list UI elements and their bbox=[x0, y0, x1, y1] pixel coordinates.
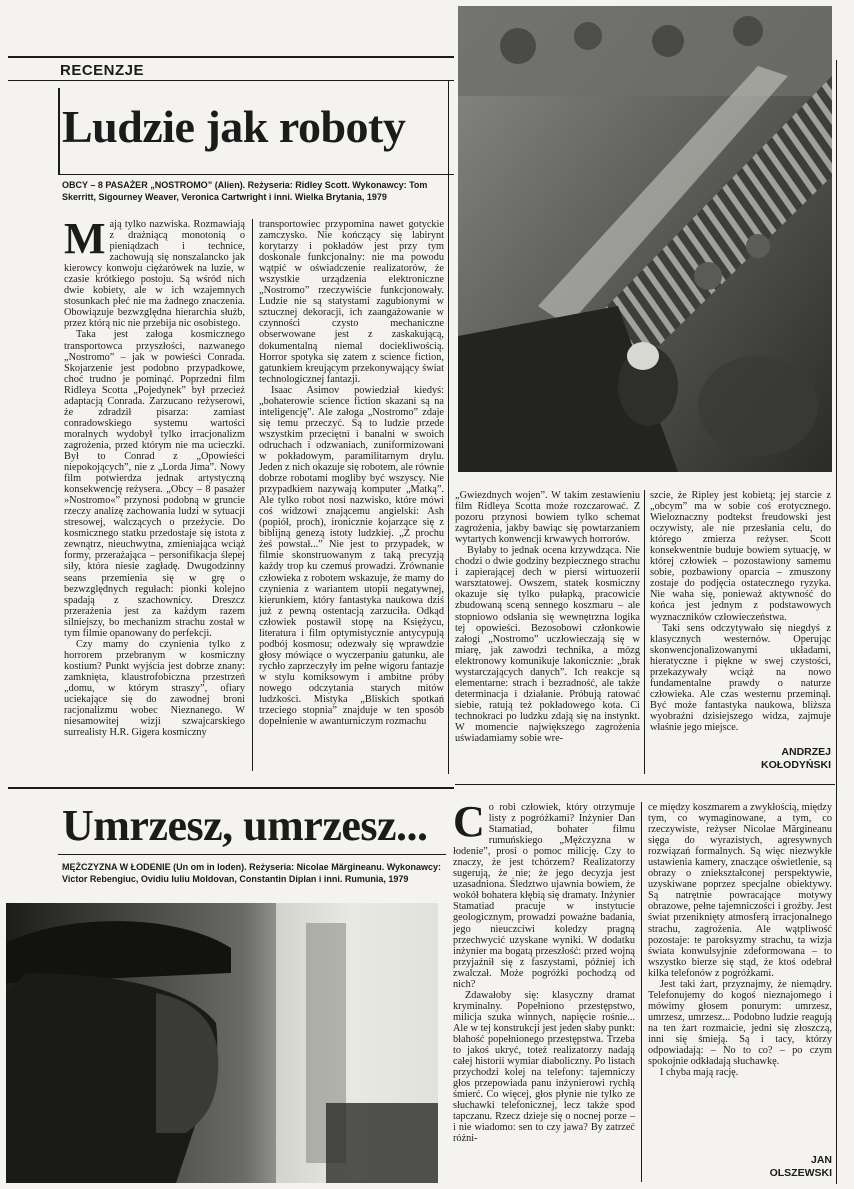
paragraph: ają tylko nazwiska. Rozmawiają z drażniącą monotonią o pieniądzach i technice, zachowują się nonszalancko jak kierowcy konwoju ciężarówek na luzie, w czasie krótkiego postoju. Są wśród nich dwie kobiety, ale w ich wzajemnych stosunkach płeć nie ma żadnego znaczenia. Obowiązuje bezwzględna hierarchia służb, przez którą nic nie przebija nic osobistego. bbox=[64, 219, 245, 330]
title-underline bbox=[58, 174, 454, 175]
author-first-name: ANDRZEJ bbox=[781, 746, 831, 758]
paragraph: szcie, że Ripley jest kobietą; jej starcie z „obcym” ma w sobie coś erotycznego. Wieloznaczny podtekst freudowski jest oczywisty, ale nie przesłania celu, do którego zmierza reżyser. Scott konsekwentnie buduje bowiem sytuację, w której człowiek – pozostawiony samemu sobie, pozbawiony oparcia – zmuszony zostaje do podjęcia ostatecznego ryzyka. Nie waha się, ponieważ aktywność do końca jest jednym z podstawowych wyznaczników człowieczeństwa. bbox=[650, 490, 831, 623]
paragraph: Zdawałoby się: klasyczny dramat kryminalny. Popełniono przestępstwo, milicja szuka winnych, napięcie rośnie... Ale w tej konstrukcji jest jeden słaby punkt: błahość popełnionego przestępstwa. Trzeba to jakoś ukryć, toteż realizatorzy nadają całej historii wymiar diaboliczny. Po listach przychodzi kolej na telefony: tajemniczy głos przepowiada panu inżynierowi rychłą śmierć. Co więcej, głos płynie nie tylko ze słuchawki telefonicznej, lecz także spod tapczanu. Rzecz dzieje się o nocnej porze – i nie wiadomo: sen to czy jawa? By zatrzeć różni- bbox=[453, 989, 635, 1145]
author-last-name: OLSZEWSKI bbox=[769, 1167, 832, 1179]
alien-film-photo bbox=[458, 6, 832, 472]
page-right-rule bbox=[836, 60, 837, 1184]
column-divider bbox=[448, 80, 449, 774]
review2-column-2 bbox=[648, 802, 832, 1132]
paragraph: Byłaby to jednak ocena krzywdząca. Nie chodzi o dwie godziny bezpiecznego strachu i zapierającej dech w piersi wirtuozerii warsztatowej. Owszem, statek kosmiczny okazuje się tylko pułapką, pracowicie zbudowaną sceną sennego koszmaru – ale stopniowo odsłania się wewnętrzna logika tej opowieści. Bezosobowi członkowie załogi „Nostromo” uczłowieczają się w miarę, jak zawodzi technika, a mózg elektronowy komunikuje lakonicznie: „brak wystarczających danych”. Ich reakcje są elementarne: strach i bezradność, ale także determinacja i działanie. Próbują ratować siebie, ratują też pokładowego kota. Ci technokraci po ludzku zdają się na instynkt. W momencie największego zagrożenia uświadamiamy sobie wre- bbox=[455, 545, 640, 745]
paragraph: Taka jest załoga kosmicznego transportowca przyszłości, nazwanego „Nostromo” – jak w powieści Conrada. Skojarzenie jest podobno przypadkowe, choć trudno je pominąć. Poprzedni film Ridleya Scotta „Pojedynek” był przecież adaptacją Conrada. Zarzucano reżyserowi, że zdradził pisarza: zamiast conradowskiego systemu wartości moralnych wydobył tylko irracjonalizm zagrożenia, przed którym nie ma ucieczki. Był to Conrad z „Opowieści niepokojących”, nie z „Lorda Jima”. Nowy film potwierdza jednak artystyczną konsekwencję reżysera. „Obcy – 8 pasażer »Nostromo«” przynosi podobną w gruncie rzeczy analizę zachowania ludzi w sytuacji stresowej, walczących o przeżycie. Do kosmicznego statku przedostaje się istota z zewnątrz, nieuchwytna, zmieniająca wciąż formy, przerażająca – personifikacja ślepej siły, która niesie zagładę. Dwugodzinny seans przemienia się w grę o bezwzględnych regułach: pionki kolejno spadają z szachownicy. Dreszcz przerażenia jest za każdym razem silniejszy, bo mechanizm strachu został w tym filmie opanowany do perfekcji. bbox=[64, 329, 245, 639]
section-label: RECENZJE bbox=[60, 62, 145, 79]
paragraph: transportowiec przypomina nawet gotyckie zamczysko. Nie kończący się labirynt korytarzy i pokładów jest przy tym doskonale funkcjonalny: nie ma powodu wątpić w oświadczenie realizatorów, że wszystkie urządzenia elektroniczne „Nostromo” rzeczywiście funkcjonowały. Ludzie nie są statystami zagubionymi w sztucznej dekoracji, ich zaangażowanie w czynności czysto mechaniczne obserwowane jest z zaskakującą, dokumentalną niemal dociekliwością. Horror spotyka się zatem z science fiction, gatunkiem kreującym przekonywający świat technologicznej fantazji. bbox=[259, 219, 444, 385]
review1-column-2 bbox=[259, 219, 444, 773]
paragraph: Taki sens odczytywało się niegdyś z klasycznych westernów. Operując skonwencjonalizowanymi układami, hieratyczne i piękne w swej czystości, przekazywały wciąż na nowo fundamentalne prawdy o naturze człowieka. Ale czas westernu przeminął. Być może fantastyka naukowa, bliższa wyobraźni dzisiejszego widza, zajmuje właśnie jego miejsce. bbox=[650, 622, 831, 733]
review2-credits: MĘŻCZYZNA W ŁODENIE (Un om in loden). Reżyseria: Nicolae Mărgineanu. Wykonawcy: Victor Rebengiuc, Ovidiu Iuliu Moldovan, Constantin Diplan i inni. Rumunia, 1979 bbox=[62, 862, 442, 884]
paragraph: I chyba mają rację. bbox=[660, 1067, 739, 1079]
review2-column-1 bbox=[453, 797, 635, 1184]
paragraph: Jest taki żart, przyznajmy, że niemądry. Telefonujemy do kogoś nieznajomego i mówimy głosem ponurym: umrzesz, umrzesz, umrzesz... Podobno ludzie reagują na ten żart rozmaicie, jedni się złoszczą, inni się śmieją. Są i tacy, którzy odpowiadają: – No to co? – po czym spokojnie odkładają słuchawkę. bbox=[648, 978, 832, 1068]
paragraph: o robi człowiek, który otrzymuje listy z pogróżkami? Inżynier Dan Stamatiad, bohater filmu rumuńskiego „Mężczyzna w łodenie”, prosi o pomoc milicję. Czy to znaczy, że jest tchórzem? Realizatorzy sugerują, że nie; że jego decyzja jest uzasadniona. Śledztwo ujawnia bowiem, że wokół bohatera kłębią się dramaty. Inżynier Stamatiad pracuje w instytucie geologicznym, prowadzi poważne badania, jego nieuczciwi koledzy pragną przechwycić uzyskane wyniki. W dodatku inżynier ma bogatą przeszłość: przed wojną przyjaźnił się z faszystami, później ich zwalczał. Może pogróżki pochodzą od nich? bbox=[453, 802, 635, 990]
review-separator-right bbox=[455, 784, 835, 785]
review1-column-1 bbox=[64, 214, 245, 773]
review1-author bbox=[650, 746, 831, 772]
review1-column-3 bbox=[455, 490, 640, 774]
column-divider bbox=[644, 490, 645, 774]
column-divider bbox=[252, 219, 253, 771]
author-last-name: KOŁODYŃSKI bbox=[760, 759, 831, 771]
review1-credits: OBCY – 8 PASAŻER „NOSTROMO” (Alien). Reżyseria: Ridley Scott. Wykonawcy: Tom Skerritt, Sigourney Weaver, Veronica Cartwright i inni. Wielka Brytania, 1979 bbox=[62, 180, 428, 202]
review2-author bbox=[648, 1154, 832, 1180]
paragraph: Isaac Asimov powiedział kiedyś: „bohaterowie science fiction skazani są na inteligencję”. Ale załoga „Nostromo” zdaje się temu przeczyć. Są to ludzie przede wszystkim przeciętni i banalni w swoich odruchach i odzwaniach, zuniformizowani w pokładowym, paramilitarnym drylu. Jeden z nich okazuje się robotem, ale równie dobrze robotami mogliby być wszyscy. Nie przypadkiem nazywają komputer „Matką”. Ale tylko robot nosi nazwisko, które mówi coś widzowi znającemu angielski: Ash (popiół, proch), ironicznie kojarzące się z biblijną genezą istoty ludzkiej. „Z prochu żeś powstał...” Nie jest to przypadek, w filmie skonstruowanym z taką precyzją każdy trop ku czemuś prowadzi. Zrównanie człowieka z robotem wskazuje, że mamy do czynienia z wariantem utopii negatywnej, kierunkiem, który fantastyka naukowa dziś już z pewną ostentacją zarzuciła. Odkąd człowiek postawił stopę na Księżycu, literatura i film optymistycznie antycypują podbój kosmosu; odezwały się wprawdzie głosy mówiące o wyczerpaniu gatunku, ale rychło zaprzeczyły im pełne wigoru fantazje w stylu komiksowym i ambitne próby nowego odczytania starych mitów ludzkości. Mistyka „Bliskich spotkań trzeciego stopnia” znajduje w ten sposób dopełnienie w awanturniczym rozmachu bbox=[259, 384, 444, 728]
review1-title: Ludzie jak roboty bbox=[62, 101, 406, 152]
review1-dropcap: M bbox=[64, 214, 106, 263]
title-vertical-rule bbox=[58, 88, 60, 174]
title-underline bbox=[58, 854, 446, 855]
paragraph: „Gwiezdnych wojen”. W takim zestawieniu film Ridleya Scotta może rozczarować. Z pozoru przynosi bowiem tylko schemat zagrożenia, jakby bawiąc się powtarzaniem wytartych konwencji krwawych horrorów. bbox=[455, 490, 640, 546]
review2-dropcap: C bbox=[453, 797, 485, 846]
header-rule-bottom bbox=[8, 80, 454, 81]
paragraph: ce między koszmarem a zwykłością, między tym, co wymaginowane, a tym, co rzeczywiste, reżyser Nicolae Mărgineanu sięga do wyrazistych, agresywnych rozwiązań formalnych. Są więc niezwykłe ustawienia kamery, znaczące oświetlenie, są obrazy o zniekształconej perspektywie, uzyskiwane poprzez specjalne obiektywy. Są natrętnie powracające motywy obrazowe, pełne tajemniczości i groźby. Jest świat przeniknięty atmosferą irracjonalnego strachu, zagrożenia. Ale wątpliwość pozostaje: te paroksyzmy strachu, ta wizja świata konwulsyjnie zdeformowana – to wszystko bierze się stąd, że ktoś odebrał kilka telefonów z pogróżkami. bbox=[648, 802, 832, 979]
author-first-name: JAN bbox=[810, 1154, 832, 1166]
review-separator bbox=[8, 787, 454, 789]
loden-film-photo-graphic bbox=[6, 903, 438, 1183]
header-rule-top bbox=[8, 56, 454, 58]
alien-film-photo-graphic bbox=[458, 6, 832, 472]
column-divider bbox=[641, 802, 642, 1182]
paragraph: Czy mamy do czynienia tylko z horrorem przebranym w kosmiczny kostium? Punkt wyjścia jest dobrze znany: zamknięta, klaustrofobiczna przestrzeń „domu, w którym straszy”, ofiary uciekające się do zawodnej broni racjonalizmu wobec Nieznanego. W niesamowitej wizji szwajcarskiego surrealisty H.R. Gigera kosmiczny bbox=[64, 638, 245, 739]
loden-film-photo bbox=[6, 903, 438, 1183]
review2-title: Umrzesz, umrzesz... bbox=[62, 801, 428, 850]
review1-column-4 bbox=[650, 490, 831, 733]
